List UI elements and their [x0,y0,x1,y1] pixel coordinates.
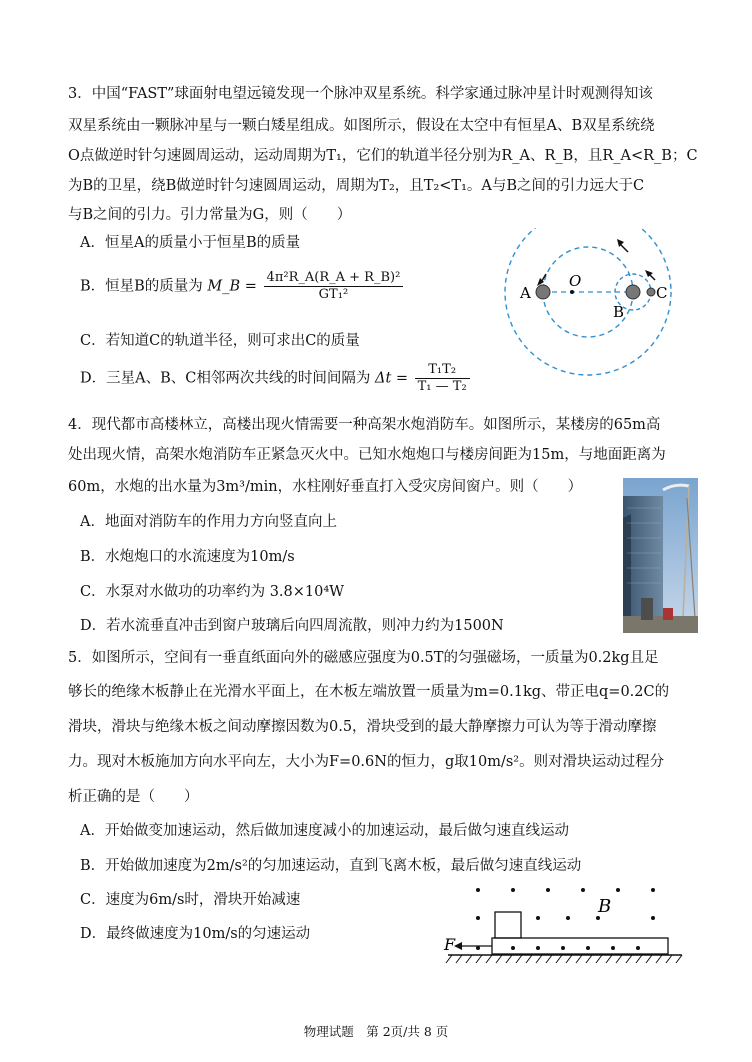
q3-line-5: 与B之间的引力。引力常量为G，则（ ） [68,207,352,223]
q3-option-d-prefix: D．三星A、B、C相邻两次共线的时间间隔为 [80,370,371,387]
magnetic-field-diagram [440,880,690,970]
star-b [626,285,640,299]
q5-line-5: 析正确的是（ ） [68,789,199,805]
page-footer: 物理试题 第 2页/共 8 页 [303,1024,449,1039]
q3-option-d [80,362,472,395]
ground-hatch [446,955,682,963]
q3-option-d-numerator: T₁T₂ [415,362,470,379]
q4-option-c: C．水泵对水做功的功率约为 3.8×10⁴W [80,584,345,600]
q5-option-a: A．开始做变加速运动，然后做加速度减小的加速运动，最后做匀速直线运动 [80,823,569,839]
label-a: A [520,284,531,302]
q3-option-d-denominator: T₁ — T₂ [417,379,467,394]
q4-option-a: A．地面对消防车的作用力方向竖直向上 [80,514,337,530]
q5-option-c: C．速度为6m/s时，滑块开始减速 [80,892,301,908]
fire-truck-photo [623,478,698,633]
q3-option-a: A．恒星A的质量小于恒星B的质量 [80,235,301,251]
orbit-diagram [500,228,700,378]
q3-line-1: 3．中国“FAST”球面射电望远镜发现一个脉冲双星系统。科学家通过脉冲星计时观测得知该 [68,86,653,102]
q5-line-4: 力。现对木板施加方向水平向左，大小为F=0.6N的恒力，g取10m/s²。则对滑块运动过程分 [68,754,665,770]
q3-option-b-fraction [264,270,404,303]
q5-option-b: B．开始做加速度为2m/s²的匀加速运动，直到飞离木板，最后做匀速直线运动 [80,858,582,874]
label-c: C [656,284,668,302]
q5-line-3: 滑块，滑块与绝缘木板之间动摩擦因数为0.5，滑块受到的最大静摩擦力可认为等于滑动摩擦 [68,719,657,735]
q3-option-b-denominator: GT₁² [318,287,349,302]
q5-line-2: 够长的绝缘木板静止在光滑水平面上，在木板左端放置一质量为m=0.1kg、带正电q=0.2C的 [68,684,670,700]
label-b-field: B [598,896,612,917]
arrow-c-icon [645,270,655,280]
satellite-c [647,288,655,296]
label-o: O [569,272,582,290]
q3-line-4: 为B的卫星，绕B做逆时针匀速圆周运动，周期为T₂，且T₂<T₁。A与B之间的引力远大于C [68,178,645,194]
q3-option-b-lhs: M_B = [207,278,257,295]
q3-option-d-fraction [415,362,470,395]
label-b: B [613,303,625,321]
q3-option-b-numerator: 4π²R_A(R_A + R_B)² [264,270,404,287]
label-f: F [444,935,456,954]
center-o [570,290,574,294]
q3-line-3: O点做逆时针匀速圆周运动，运动周期为T₁，它们的轨道半径分别为R_A、R_B，且R_A<R_B；C [68,148,698,164]
wooden-board [492,938,668,954]
q5-option-d: D．最终做速度为10m/s的匀速运动 [80,926,311,942]
q3-option-b [80,270,405,303]
q3-option-c: C．若知道C的轨道半径，则可求出C的质量 [80,333,360,349]
q4-line-3: 60m，水炮的出水量为3m³/min，水柱刚好垂直打入受灾房间窗户。则（ ） [68,479,583,495]
q4-line-2: 处出现火情，高架水炮消防车正紧急灭火中。已知水炮炮口与楼房间距为15m，与地面距离为 [68,447,666,463]
slider-block [495,912,521,938]
q4-option-b: B．水炮炮口的水流速度为10m/s [80,549,295,565]
q3-option-b-prefix: B．恒星B的质量为 [80,278,203,295]
q3-line-2: 双星系统由一颗脉冲星与一颗白矮星组成。如图所示，假设在太空中有恒星A、B双星系统绕 [68,118,655,134]
q4-line-1: 4．现代都市高楼林立，高楼出现火情需要一种高架水炮消防车。如图所示，某楼房的65m高 [68,417,661,433]
force-arrow-head-icon [454,942,462,950]
q5-line-1: 5．如图所示，空间有一垂直纸面向外的磁感应强度为0.5T的匀强磁场，一质量为0.2kg且足 [68,650,659,666]
q4-option-d: D．若水流垂直冲击到窗户玻璃后向四周流散，则冲力约为1500N [80,618,504,634]
q3-option-d-lhs: Δt = [374,370,409,387]
arrow-outer-icon [617,239,628,252]
star-a [536,285,550,299]
